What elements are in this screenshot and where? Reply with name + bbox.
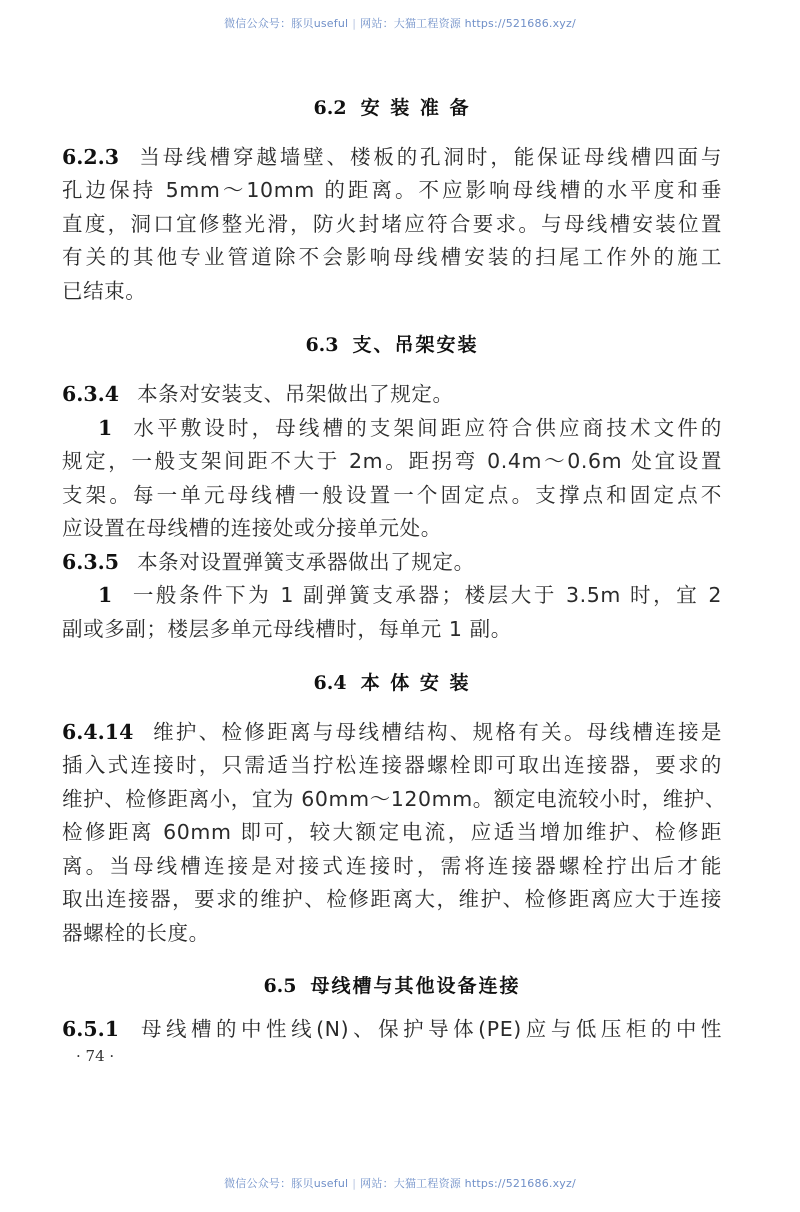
section-number: 6.4 (313, 672, 347, 694)
clause-6-4-14-line-2: 插入式连接时，只需适当拧松连接器螺栓即可取出连接器，要求的 (62, 753, 722, 777)
clause-6-3-4-item-1-line-4: 应设置在母线槽的连接处或分接单元处。 (62, 516, 442, 540)
clause-number: 6.3.4 (62, 382, 120, 406)
section-number: 6.5 (263, 975, 297, 997)
clause-6-3-5-item-1-line-2: 副或多副；楼层多单元母线槽时，每单元 1 副。 (62, 617, 512, 641)
clause-6-2-3-line-5: 已结束。 (62, 279, 147, 303)
clause-6-2-3-line-2: 孔边保持 5mm～10mm 的距离。不应影响母线槽的水平度和垂 (62, 178, 722, 202)
watermark-separator: | (352, 17, 357, 30)
watermark-top (0, 15, 800, 31)
section-number: 6.3 (305, 334, 339, 356)
clause-6-3-4-item-1-line-3: 支架。每一单元母线槽一般设置一个固定点。支撑点和固定点不 (62, 483, 722, 507)
section-heading-6-5 (62, 971, 722, 998)
clause-6-2-3-line-1 (62, 144, 722, 170)
section-title: 支、吊架安装 (352, 334, 479, 356)
clause-6-3-5-item-1-line-1 (62, 582, 722, 608)
watermark-website: 网站：大猫工程资源 https://521686.xyz/ (360, 17, 576, 30)
watermark-wechat: 微信公众号：豚贝useful (224, 1177, 349, 1190)
clause-text: 当母线槽穿越墙壁、楼板的孔洞时，能保证母线槽四面与 (137, 145, 722, 169)
item-number: 1 (98, 416, 113, 440)
watermark-website: 网站：大猫工程资源 https://521686.xyz/ (360, 1177, 576, 1190)
clause-number: 6.4.14 (62, 720, 134, 744)
watermark-separator: | (352, 1177, 357, 1190)
section-heading-6-3 (62, 330, 722, 357)
clause-6-3-4-item-1-line-2: 规定，一般支架间距不大于 2m。距拐弯 0.4m～0.6m 处宜设置 (62, 449, 722, 473)
clause-6-3-5-intro (62, 549, 722, 575)
clause-6-4-14-line-5: 离。当母线槽连接是对接式连接时，需将连接器螺栓拧出后才能 (62, 854, 722, 878)
section-heading-6-2 (62, 93, 722, 120)
clause-6-2-3-line-3: 直度，洞口宜修整光滑，防火封堵应符合要求。与母线槽安装位置 (62, 212, 722, 236)
item-number: 1 (98, 583, 113, 607)
clause-number: 6.3.5 (62, 550, 120, 574)
item-text: 水平敷设时，母线槽的支架间距应符合供应商技术文件的 (130, 416, 722, 440)
page-number: · 74 · (76, 1047, 115, 1065)
clause-6-4-14-line-1 (62, 719, 722, 745)
section-title: 本 体 安 装 (360, 672, 471, 694)
clause-6-4-14-line-7: 器螺栓的长度。 (62, 921, 210, 945)
clause-6-4-14-line-6: 取出连接器，要求的维护、检修距离大，维护、检修距离应大于连接 (62, 887, 722, 911)
item-text: 一般条件下为 1 副弹簧支承器；楼层大于 3.5m 时，宜 2 (130, 583, 722, 607)
section-heading-6-4 (62, 668, 722, 695)
section-title: 母线槽与其他设备连接 (310, 975, 521, 997)
clause-text: 母线槽的中性线(N)、保护导体(PE)应与低压柜的中性 (137, 1017, 722, 1041)
clause-6-4-14-line-3: 维护、检修距离小，宜为 60mm～120mm。额定电流较小时，维护、 (62, 787, 727, 811)
section-number: 6.2 (313, 97, 347, 119)
clause-number: 6.2.3 (62, 145, 120, 169)
clause-text: 维护、检修距离与母线槽结构、规格有关。母线槽连接是 (151, 720, 722, 744)
clause-6-3-4-item-1-line-1 (62, 415, 722, 441)
watermark-bottom (0, 1175, 800, 1191)
clause-6-5-1-line-1 (62, 1016, 722, 1042)
watermark-wechat: 微信公众号：豚贝useful (224, 17, 349, 30)
clause-6-2-3-line-4: 有关的其他专业管道除不会影响母线槽安装的扫尾工作外的施工 (62, 245, 722, 269)
clause-6-3-4-intro (62, 381, 722, 407)
clause-number: 6.5.1 (62, 1017, 120, 1041)
section-title: 安 装 准 备 (360, 97, 471, 119)
clause-text: 本条对设置弹簧支承器做出了规定。 (137, 550, 475, 574)
clause-6-4-14-line-4: 检修距离 60mm 即可，较大额定电流，应适当增加维护、检修距 (62, 820, 722, 844)
clause-text: 本条对安装支、吊架做出了规定。 (137, 382, 454, 406)
